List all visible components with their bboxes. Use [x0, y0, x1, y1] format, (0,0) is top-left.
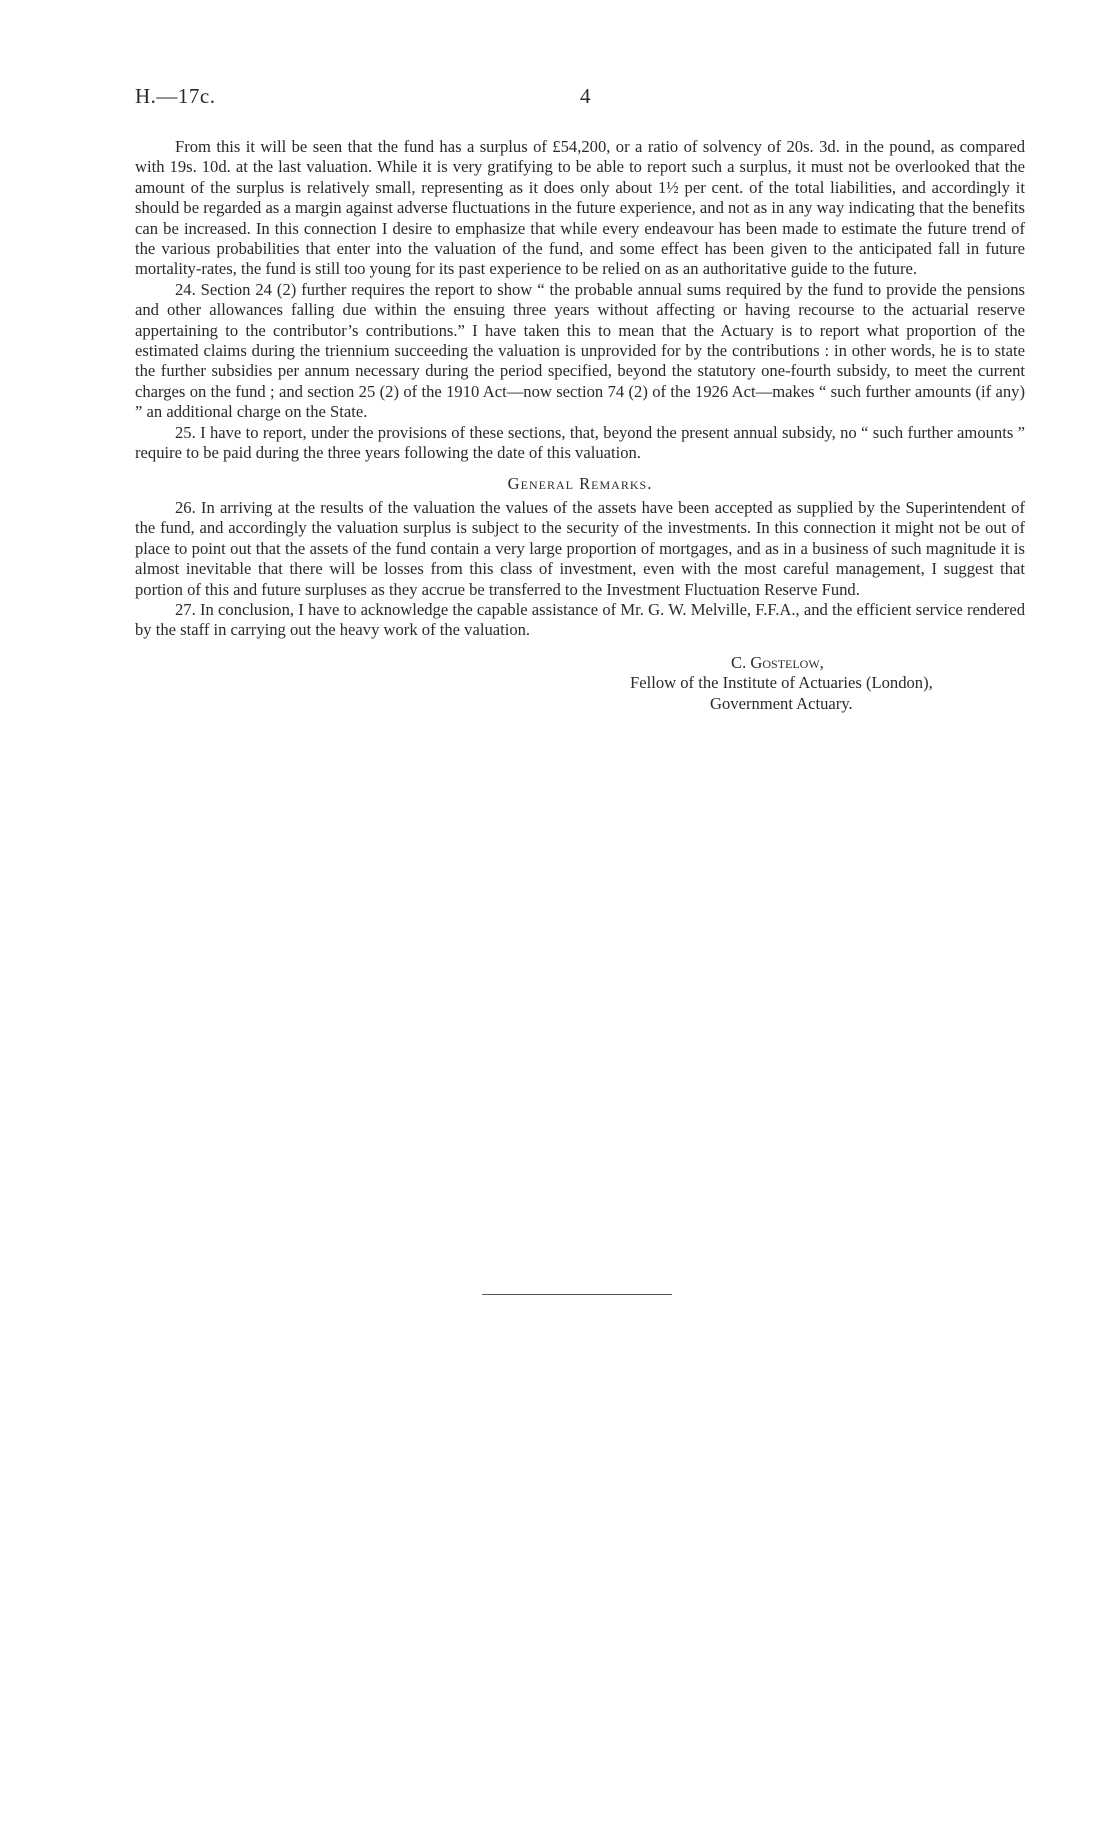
section-heading-general-remarks: General Remarks. [507, 473, 653, 493]
signatory-name: C. Gostelow, [731, 652, 824, 672]
report-body [135, 137, 1025, 714]
paragraph-27: 27. In conclusion, I have to acknowledge the capable assistance of Mr. G. W. Melville, F.F.A., and the efficient service rendered by the staff in carrying out the heavy work of the valuation. [135, 599, 1025, 640]
document-reference: H.—17c. [135, 84, 216, 108]
paragraph-24: 24. Section 24 (2) further requires the report to show “ the probable annual sums required by the fund to provide the pensions and other allowances falling due within the ensuing three years without affecting or having recourse to the actuarial reserve appertaining to the contributor’s contributions.” I have taken this to mean that the Actuary is to report what proportion of the estimated claims during the triennium succeeding the valuation is unprovided for by the contributions : in other words, he is to state the further subsidies per annum necessary during the period specified, beyond the statutory one-fourth subsidy, to meet the current charges on the fund ; and section 25 (2) of the 1910 Act—now section 74 (2) of the 1926 Act—makes “ such further amounts (if any) ” an additional charge on the State. [135, 279, 1025, 422]
signatory-qualification: Fellow of the Institute of Actuaries (London), [630, 673, 933, 693]
page-number: 4 [580, 84, 591, 108]
signature-block [595, 653, 1015, 714]
signatory-role: Government Actuary. [710, 693, 853, 713]
end-divider [482, 1294, 672, 1295]
page-header [135, 84, 1025, 114]
paragraph-26: 26. In arriving at the results of the valuation the values of the assets have been accepted as supplied by the Superintendent of the fund, and accordingly the valuation surplus is subject to the security of the investments. In this connection it might not be out of place to point out that the assets of the fund contain a very large proportion of mortgages, and as in a business of such magnitude it is almost inevitable that there will be losses from this class of investment, even with the most careful management, I suggest that portion of this and future surpluses as they accrue be transferred to the Investment Fluctuation Reserve Fund. [135, 497, 1025, 599]
paragraph-25: 25. I have to report, under the provisions of these sections, that, beyond the present annual subsidy, no “ such further amounts ” require to be paid during the three years following the date of this valuation. [135, 422, 1025, 463]
paragraph-surplus: From this it will be seen that the fund has a surplus of £54,200, or a ratio of solvency of 20s. 3d. in the pound, as compared with 19s. 10d. at the last valuation. While it is very gratifying to be able to report such a surplus, it must not be overlooked that the amount of the surplus is relatively small, representing as it does only about 1½ per cent. of the total liabilities, and accordingly it should be regarded as a margin against adverse fluctuations in the future experience, and not as in any way indicating that the benefits can be increased. In this connection I desire to emphasize that while every endeavour has been made to estimate the future trend of the various probabilities that enter into the valuation of the fund, and some effect has been given to the anticipated fall in future mortality-rates, the fund is still too young for its past experience to be relied on as an authoritative guide to the future. [135, 137, 1025, 279]
